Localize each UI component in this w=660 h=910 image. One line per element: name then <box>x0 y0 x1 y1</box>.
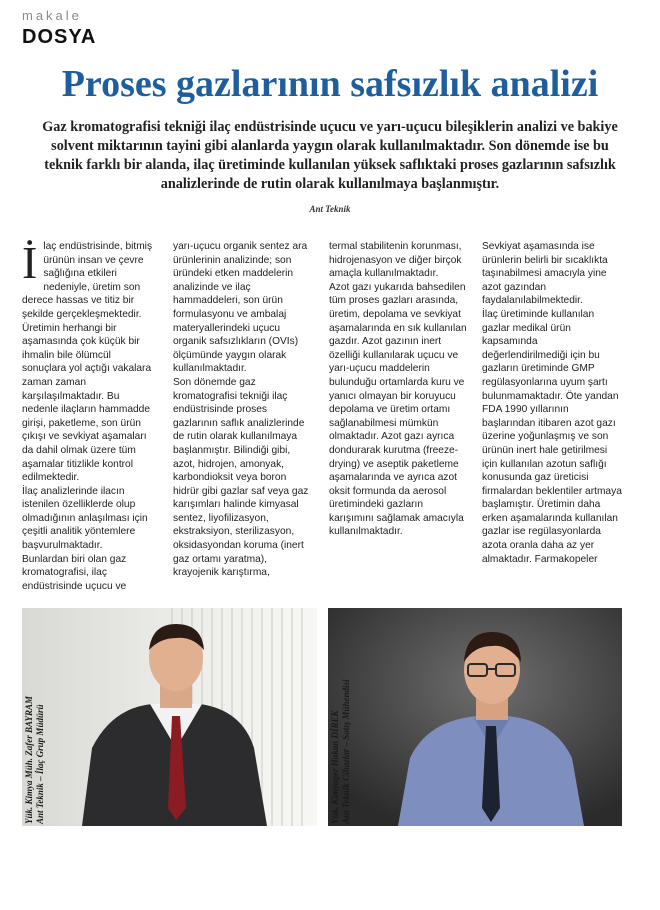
article-title: Proses gazlarının safsızlık analizi <box>61 63 599 105</box>
section-label: makale <box>22 8 82 23</box>
paragraph: İlaç analizlerinde ilacın istenilen özelliklerde olup olmadığının anlaşılması için çeşitli analitik yöntemlere başvurulmaktadır. <box>22 485 148 552</box>
paragraph: İlaç üretiminde kullanılan gazlar medikal ürün kapsamında değerlendirilmediği için bu gazların üretiminde GMP regülasyonlarına uyum şartı bulunmamaktadır. Öte yandan FDA 1990 yıllarının başlarından itibaren azot gazı üzerine yoğunlaşmış ve son ürünün inert hale getirilmesi için kullanılan azotun saflığı konusunda gaz üreticisi firmalardan beklentiler artmaya başlamıştır. Üretimin daha erken aşamalarında kullanılan gazlar ise regülasyonlarda azota oranla daha az yer almaktadır. Farmakopeler <box>482 308 622 565</box>
paragraph: Azot gazı yukarıda bahsedilen tüm proses gazları arasında, üretim, depolama ve sevkiyat aşamalarında en sık kullanılan gazdır. Azot gazının inert özelliği kullanılarak uçucu ve yarı-uçucu maddelerin bulunduğu ortamlarda kuru ve yanıcı olmayan bir koruyucu depolama ve üretim ortamı sağlanabilmesi mümkün olmaktadır. Azot gazı ayrıca dondurarak kurutma (freeze-drying) ve aseptik paketleme aşamalarında ve ayrıca azot oksit formunda da aerosol üretimindeki gazların karışımını sağlamak amacıyla kullanılmaktadır. <box>329 281 467 538</box>
paragraph: Son dönemde gaz kromatografisi tekniği ilaç endüstrisinde proses gazlarının saflık analizlerinde de rutin olarak kullanılmaya başlanmıştır. Bilindiği gibi, azot, hidrojen, amonyak, karbondioksit veya boron hidrür gibi gazlar saf veya gaz karışımları halinde kimyasal sentez, liyofilizasyon, ekstraksiyon, sterilizasyon, oksidasyondan koruma (inert gaz ortamı yaratma), krayojenik karıştırma, <box>173 376 309 579</box>
photo-caption-1 <box>24 696 46 824</box>
article-lead: Gaz kromatografisi tekniği ilaç endüstrisinde uçucu ve yarı-uçucu bileşiklerin analizi ve bakiye solvent miktarının tayini gibi alanlarda yaygın olarak kullanılmaktadır. Son dönemde ise bu teknik farklı bir alanda, ilaç üretiminde kullanılan yüksek saflıktaki proses gazlarının safsızlık analizlerinde de rutin olarak kullanılmaya başlanmıştır. <box>42 119 618 192</box>
body-column-3 <box>329 240 469 539</box>
caption-name: Yük. Kimya Müh. Zafer BAYRAM <box>24 695 34 824</box>
caption-name: Yük. Kimyager Hakan DİREK <box>330 710 340 824</box>
section-title: DOSYA <box>22 26 97 48</box>
body-column-2 <box>173 240 313 580</box>
body-column-4 <box>482 240 622 566</box>
paragraph: termal stabilitenin korunması, hidrojenasyon ve diğer birçok amaçla kullanılmaktadır. <box>329 241 462 280</box>
photo-caption-2 <box>330 680 352 824</box>
paragraph: Sevkiyat aşamasında ise ürünlerin belirli bir sıcaklıkta taşınabilmesi amacıyla yine azot gazından faydalanılabilmektedir. <box>482 241 608 307</box>
portrait-photo-2 <box>328 608 622 826</box>
body-column-1 <box>22 237 157 593</box>
paragraph: laç endüstrisinde, bitmiş ürünün insan ve çevre sağlığına etkileri nedeniyle, üretim son derece hassas ve titiz bir şekilde gerçekleşmektedir. Üretimin herhangi bir aşamasında çok küçük bir ihmalin bile ölümcül sonuçlara yol açtığı vakalara zaman zaman karşılaşılmaktadır. Bu nedenle ilaçların hammadde girişi, paketleme, son ürün çıkışı ve sevkiyat aşamaları da dahil olmak üzere tüm aşamalar titizlikle kontrol edilmektedir. <box>22 241 153 484</box>
drop-cap: İ <box>22 237 38 288</box>
caption-title: Ant Teknik – İlaç Grup Müdürü <box>35 704 45 824</box>
portrait-photo-1 <box>22 608 317 826</box>
caption-title: Ant Teknik Cihazlar – Satış Mühendisi <box>341 679 351 824</box>
paragraph: Bunlardan biri olan gaz kromatografisi, ilaç endüstrisinde uçucu ve <box>22 553 127 592</box>
article-author: Ant Teknik <box>309 204 351 214</box>
paragraph: yarı-uçucu organik sentez ara ürünlerinin analizinde; son üründeki etken maddelerin analizinde ve ilaç hammaddeleri, son ürün formulasyonu ve ambalaj materyallerindeki uçucu organik safsızlıkların (OVIs) ölçümünde yaygın olarak kullanılmaktadır. <box>173 241 308 375</box>
